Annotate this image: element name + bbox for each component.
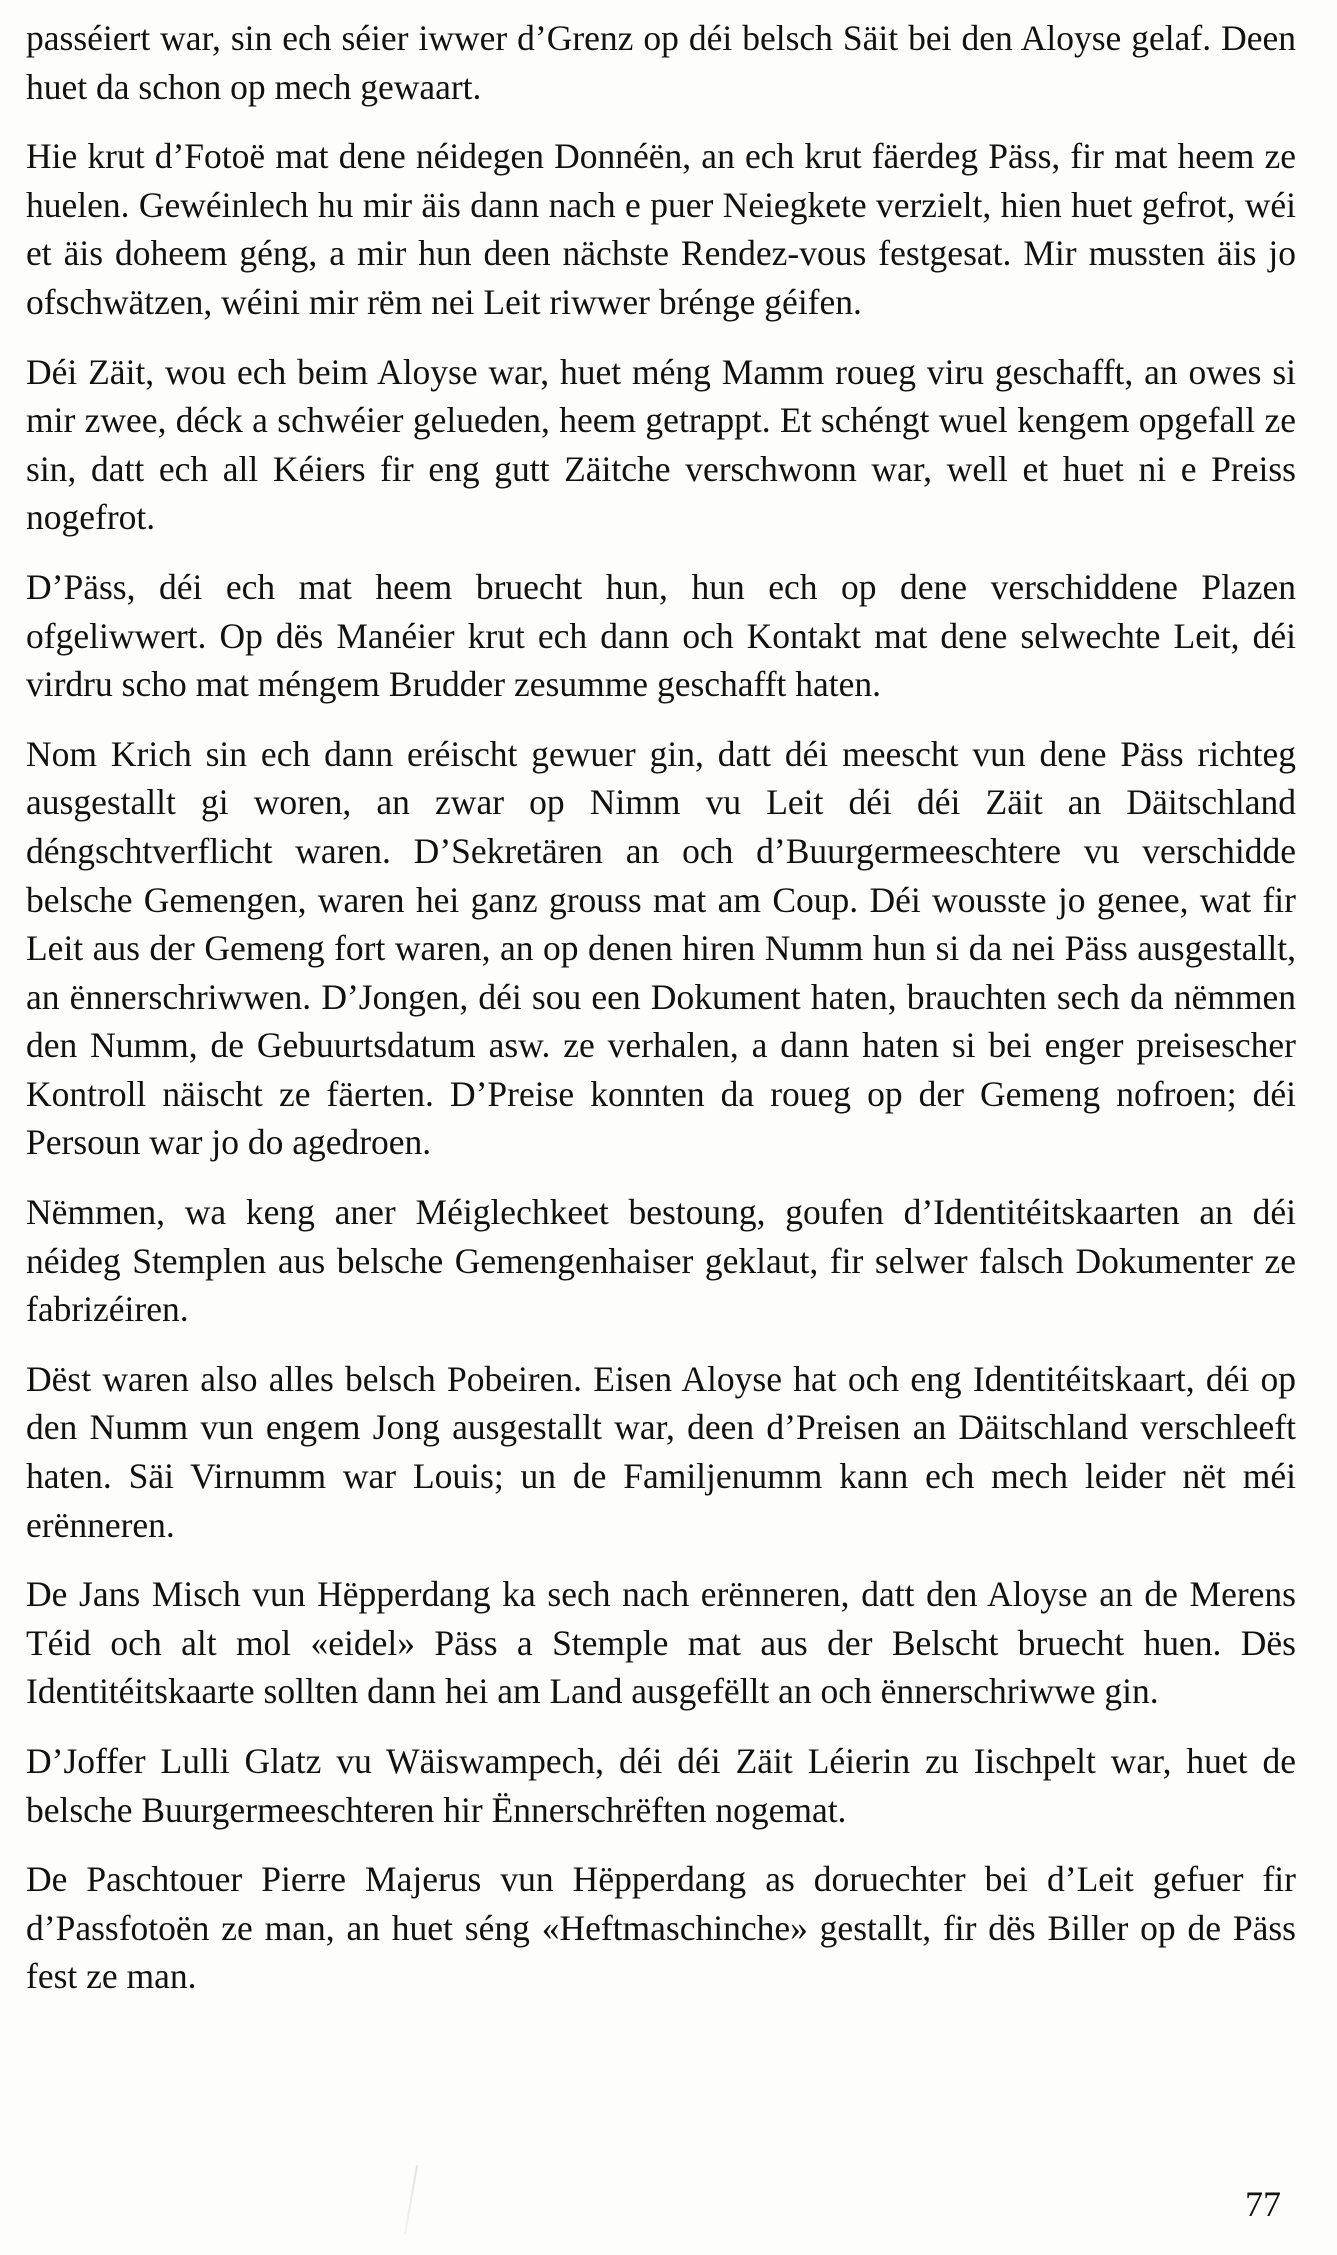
paragraph: De Paschtouer Pierre Majerus vun Hëpperdang as doruechter bei d’Leit gefuer fir d’Passfotoën ze man, an huet séng «Heftmaschinche» gestallt, fir dës Biller op de Päss fest ze man. bbox=[26, 1859, 1296, 1997]
paragraph: De Jans Misch vun Hëpperdang ka sech nach erënneren, datt den Aloyse an de Merens Téid och alt mol «eidel» Päss a Stemple mat aus der Belscht bruecht huen. Dës Identitéitskaarte sollten dann hei am Land ausgefëllt an och ënnerschriwwe gin. bbox=[26, 1574, 1296, 1712]
paragraph: D’Joffer Lulli Glatz vu Wäiswampech, déi déi Zäit Léierin zu Iischpelt war, huet de belsche Buurgermeeschteren hir Ënnerschrëften nogemat. bbox=[26, 1741, 1296, 1830]
paragraph: Nëmmen, wa keng aner Méiglechkeet bestoung, goufen d’Identitéitskaarten an déi néideg Stemplen aus belsche Gemengenhaiser geklaut, fir selwer falsch Dokumenter ze fabrizéiren. bbox=[26, 1192, 1296, 1330]
scan-mark bbox=[404, 2165, 418, 2234]
paragraph: Déi Zäit, wou ech beim Aloyse war, huet méng Mamm roueg viru geschafft, an owes si mir zwee, déck a schwéier gelueden, heem getrappt. Et schéngt wuel kengem opgefall ze sin, datt ech all Kéiers fir eng gutt Zäitche verschwonn war, well et huet ni e Preiss nogefrot. bbox=[26, 351, 1296, 538]
paragraph: Dëst waren also alles belsch Pobeiren. Eisen Aloyse hat och eng Identitéitskaart, déi op den Numm vun engem Jong ausgestallt war, deen d’Preisen an Däitschland verschleeft haten. Säi Virnumm war Louis; un de Familjenumm kann ech mech leider nët méi erënneren. bbox=[26, 1358, 1296, 1545]
paragraph: Hie krut d’Fotoë mat dene néidegen Donnéën, an ech krut fäerdeg Päss, fir mat heem ze huelen. Gewéinlech hu mir äis dann nach e puer Neiegkete verzielt, hien huet gefrot, wéi et äis doheem géng, a mir hun deen nächste Rendez-vous festgesat. Mir mussten äis jo ofschwätzen, wéini mir rëm nei Leit riwwer brénge géifen. bbox=[26, 136, 1296, 322]
paragraph: D’Päss, déi ech mat heem bruecht hun, hun ech op dene verschiddene Plazen ofgeliwwert. Op dës Manéier krut ech dann och Kontakt mat dene selwechte Leit, déi virdru scho mat méngem Brudder zesumme geschafft haten. bbox=[26, 566, 1296, 705]
page-number: 77 bbox=[1245, 2184, 1281, 2224]
body-text bbox=[26, 14, 1296, 2022]
paragraph: passéiert war, sin ech séier iwwer d’Grenz op déi belsch Säit bei den Aloyse gelaf. Deen huet da schon op mech gewaart. bbox=[26, 18, 1296, 107]
paragraph: Nom Krich sin ech dann eréischt gewuer gin, datt déi meescht vun dene Päss richteg ausgestallt gi woren, an zwar op Nimm vu Leit déi déi Zäit an Däitschland déngschtverflicht waren. D’Sekretären an och d’Buurgermeeschtere vu verschidde belsche Gemengen, waren hei ganz grouss mat am Coup. Déi wousste jo genee, wat fir Leit aus der Gemeng fort waren, an op denen hiren Numm hun si da nei Päss ausgestallt, an ënnerschriwwen. D’Jongen, déi sou een Dokument haten, brauchten sech da nëmmen den Numm, de Gebuurtsdatum asw. ze verhalen, a dann haten si bei enger preisescher Kontroll näischt ze fäerten. D’Preise konnten da roueg op der Gemeng nofroen; déi Persoun war jo do agedroen. bbox=[26, 733, 1296, 1163]
